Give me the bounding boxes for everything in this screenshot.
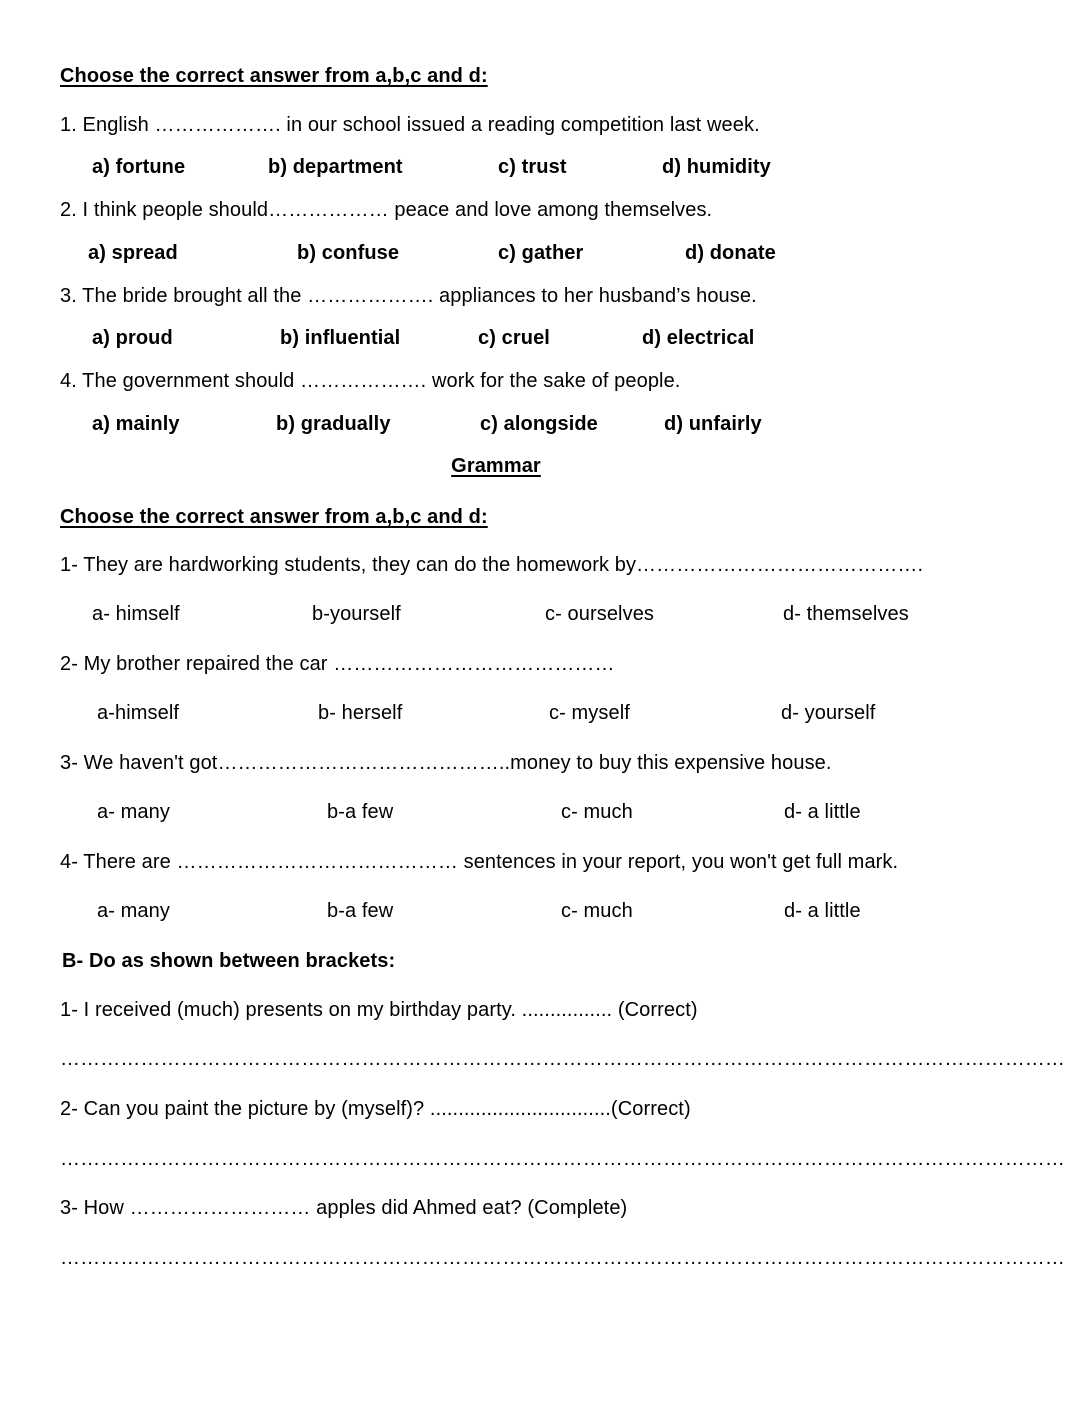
section-b-question-3: 3- How ……………………… apples did Ahmed eat? (Complete) [60,1197,628,1219]
vocab-q4-option-b: b) gradually [276,413,391,435]
grammar-q1-option-d: d- themselves [783,603,909,625]
vocab-question-3: 3. The bride brought all the ………………. appliances to her husband’s house. [60,285,757,307]
vocab-q3-option-d: d) electrical [642,327,755,349]
vocab-q3-option-b: b) influential [280,327,401,349]
grammar-q1-option-a: a- himself [92,603,180,625]
grammar-q3-option-c: c- much [561,801,633,823]
grammar-question-1: 1- They are hardworking students, they can do the homework by……………………………………. [60,554,924,576]
vocab-q3-option-a: a) proud [92,327,173,349]
section-b-question-1: 1- I received (much) presents on my birthday party. ................ (Correct) [60,999,698,1021]
vocab-q1-option-a: a) fortune [92,156,186,178]
vocab-question-1: 1. English ………………. in our school issued a reading competition last week. [60,114,760,136]
vocab-q2-option-a: a) spread [88,242,178,264]
grammar-q4-option-b: b-a few [327,900,394,922]
grammar-q4-option-c: c- much [561,900,633,922]
vocab-q4-option-c: c) alongside [480,413,598,435]
grammar-heading: Choose the correct answer from a,b,c and d: [60,506,488,528]
grammar-title: Grammar [451,455,541,477]
vocab-q2-option-c: c) gather [498,242,584,264]
grammar-q2-option-a: a-himself [97,702,180,724]
grammar-q2-option-b: b- herself [318,702,403,724]
vocab-q2-option-d: d) donate [685,242,776,264]
vocab-q4-option-d: d) unfairly [664,413,762,435]
grammar-question-2: 2- My brother repaired the car …………………………………… [60,653,615,675]
vocab-q1-option-b: b) department [268,156,403,178]
grammar-question-3: 3- We haven't got……………………………………..money to buy this expensive house. [60,752,832,774]
grammar-q3-option-b: b-a few [327,801,394,823]
grammar-q1-option-b: b-yourself [312,603,401,625]
grammar-question-4: 4- There are …………………………………… sentences in your report, you won't get full mark. [60,851,899,873]
section-b-answer-line-2: …………………………………………………………………………………………………………………………………… [60,1148,1065,1170]
grammar-q2-option-d: d- yourself [781,702,876,724]
vocab-question-4: 4. The government should ………………. work for the sake of people. [60,370,681,392]
grammar-q2-option-c: c- myself [549,702,630,724]
grammar-q3-option-a: a- many [97,801,170,823]
vocab-q4-option-a: a) mainly [92,413,180,435]
vocab-q1-option-c: c) trust [498,156,567,178]
section-b-answer-line-3: …………………………………………………………………………………………………………………………………… [60,1247,1065,1269]
grammar-q4-option-d: d- a little [784,900,861,922]
vocab-q2-option-b: b) confuse [297,242,400,264]
vocab-heading: Choose the correct answer from a,b,c and d: [60,65,488,87]
section-b-answer-line-1: …………………………………………………………………………………………………………………………………… [60,1048,1065,1070]
section-b-heading: B- Do as shown between brackets: [62,950,396,972]
vocab-question-2: 2. I think people should……………… peace and love among themselves. [60,199,713,221]
grammar-q4-option-a: a- many [97,900,170,922]
section-b-question-2: 2- Can you paint the picture by (myself)? ................................(Correct) [60,1098,691,1120]
vocab-q3-option-c: c) cruel [478,327,550,349]
grammar-q3-option-d: d- a little [784,801,861,823]
grammar-q1-option-c: c- ourselves [545,603,655,625]
vocab-q1-option-d: d) humidity [662,156,771,178]
